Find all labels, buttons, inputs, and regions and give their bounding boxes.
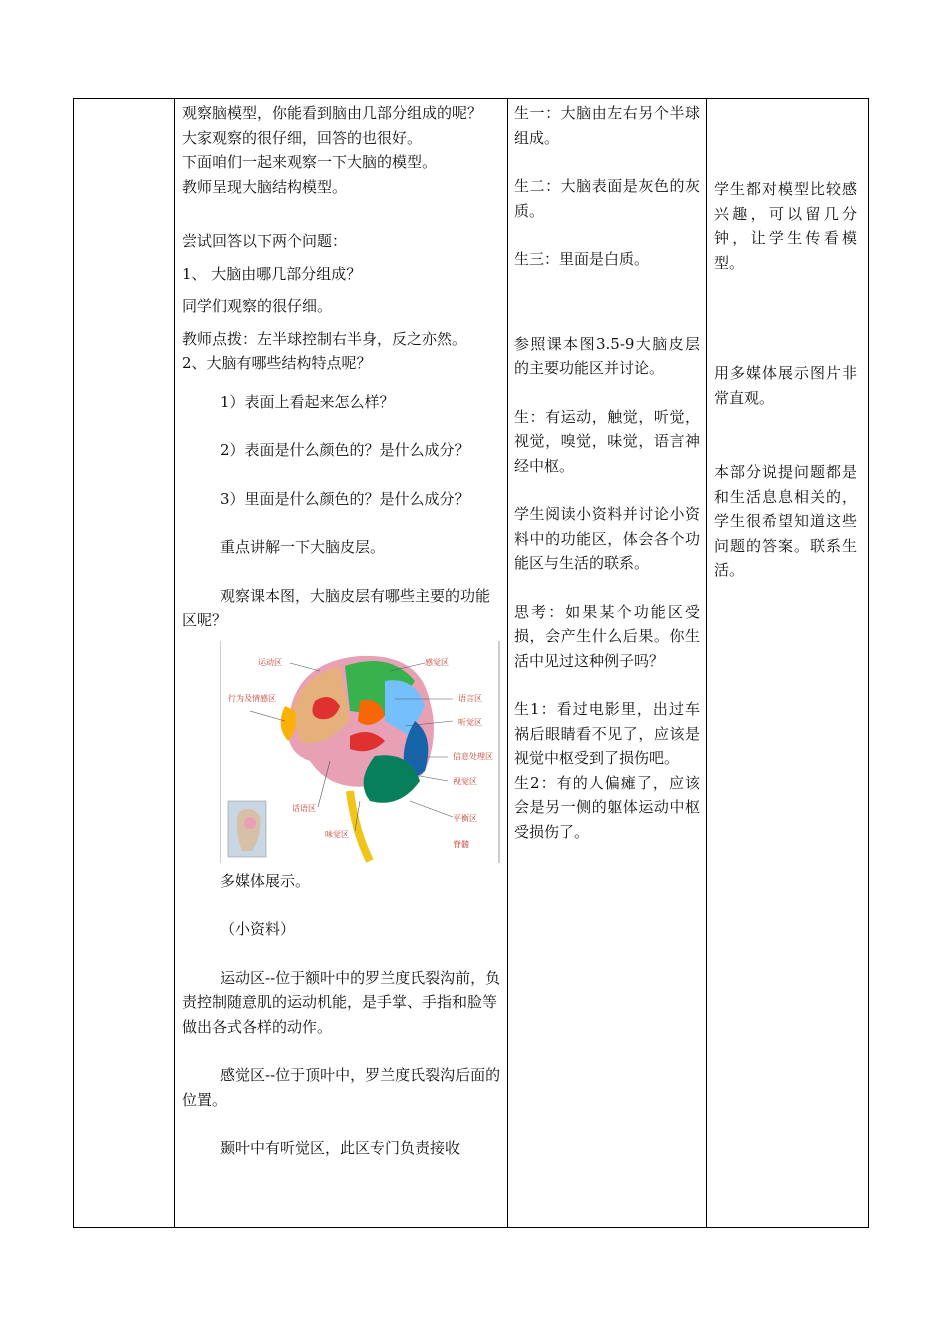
question-1: 1、 大脑由哪几部分组成？ [182, 264, 362, 283]
sub-question: 2）表面是什么颜色的？是什么成分？ [220, 441, 470, 459]
label-info: 信息处理区 [453, 751, 493, 761]
brain-illustration [220, 641, 500, 863]
paragraph: （小资料） [220, 920, 296, 938]
label-vision: 视觉区 [453, 776, 477, 786]
student-activity-column [507, 99, 706, 844]
paragraph: 多媒体展示。 [220, 871, 311, 890]
paragraph: 生：有运动，触觉，听觉，视觉，嗅觉，味觉，语言神经中枢。 [514, 407, 700, 475]
lesson-table [73, 98, 869, 1228]
paragraph: 生1：看过电影里，出过车祸后眼睛看不见了，应该是视觉中枢受到了损伤吧。 [514, 700, 700, 767]
paragraph: 思考：如果某个功能区受损，会产生什么后果。你生活中见过这种例子吗？ [514, 602, 700, 670]
paragraph: 生三：里面是白质。 [514, 250, 650, 268]
paragraph: 生2：有的人偏瘫了，应该会是另一侧的躯体运动中枢受损伤了。 [514, 773, 700, 841]
paragraph: 学生都对模型比较感兴趣，可以留几分钟，让学生传看模型。 [714, 180, 857, 272]
paragraph: 感觉区--位于顶叶中，罗兰度氏裂沟后面的位置。 [182, 1066, 501, 1109]
paragraph: 用多媒体展示图片非常直观。 [714, 364, 857, 407]
paragraph: 教师点拨：左半球控制右半身，反之亦然。 [182, 329, 468, 348]
paragraph: 学生阅读小资料并讨论小资料中的功能区，体会各个功能区与生活的联系。 [514, 505, 700, 572]
label-speech: 话语区 [292, 803, 316, 813]
paragraph: 下面咱们一起来观察一下大脑的模型。 [182, 153, 438, 171]
question-2: 2、大脑有哪些结构特点呢？ [182, 354, 372, 372]
sub-question: 1）表面上看起来怎么样？ [220, 392, 395, 411]
paragraph: 生二：大脑表面是灰色的灰质。 [514, 177, 700, 220]
label-hearing: 听觉区 [458, 717, 482, 727]
paragraph: 运动区--位于额叶中的罗兰度氏裂沟前，负责控制随意肌的运动机能，是手掌、手指和脸等做出各式各样的动作。 [182, 968, 501, 1036]
label-balance: 平衡区 [453, 813, 477, 823]
paragraph: 大家观察的很仔细，回答的也很好。 [182, 128, 423, 147]
paragraph: 同学们观察的很仔细。 [182, 297, 333, 315]
label-language: 语言区 [458, 693, 482, 703]
paragraph: 观察课本图，大脑皮层有哪些主要的功能区呢？ [182, 586, 491, 629]
paragraph: 教师呈现大脑结构模型。 [182, 177, 348, 196]
label-taste: 味觉区 [325, 829, 349, 839]
label-spine: 脊髓 [453, 839, 469, 849]
sub-question: 3）里面是什么颜色的？是什么成分？ [220, 489, 470, 508]
paragraph: 观察脑模型，你能看到脑由几部分组成的呢？ [182, 104, 483, 122]
label-motor: 运动区 [258, 657, 282, 667]
teacher-activity-column [174, 99, 507, 1161]
brain-function-diagram [220, 641, 500, 863]
paragraph: 颞叶中有听觉区，此区专门负责接收 [220, 1139, 461, 1157]
label-behavior: 行为及情感区 [228, 693, 276, 703]
paragraph: 参照课本图3.5-9大脑皮层的主要功能区并讨论。 [514, 334, 700, 377]
label-sensory: 感觉区 [425, 657, 449, 667]
paragraph: 重点讲解一下大脑皮层。 [220, 538, 386, 556]
paragraph: 本部分说提问题都是和生活息息相关的，学生很希望知道这些问题的答案。联系生活。 [714, 463, 857, 579]
design-intent-column [706, 99, 861, 583]
paragraph: 生一：大脑由左右另个半球组成。 [514, 104, 700, 147]
paragraph: 尝试回答以下两个问题： [182, 232, 348, 250]
